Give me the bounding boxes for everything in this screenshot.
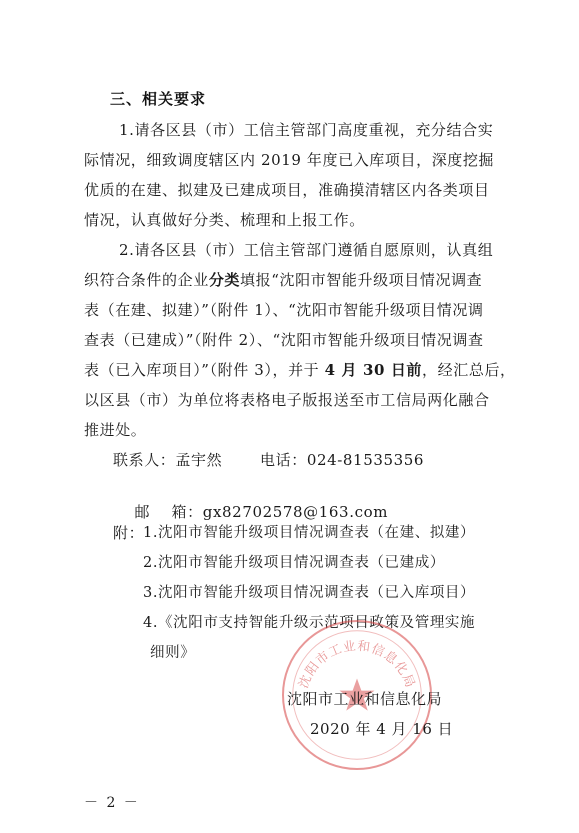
para2-line-3: 表（在建、拟建）”（附件 1）、“沈阳市智能升级项目情况调 xyxy=(84,301,484,319)
contact-person-label: 联系人： xyxy=(113,451,176,469)
para2-line-5-text-a: 表（已入库项目）”（附件 3），并于 xyxy=(84,361,325,379)
para2-line-5 xyxy=(84,359,516,381)
para2-line-2 xyxy=(84,269,482,291)
contact-person-value: 孟宇然 xyxy=(175,451,223,469)
para2-line-7: 推进处。 xyxy=(84,421,147,439)
attachment-item-1: 1.沈阳市智能升级项目情况调查表（在建、拟建） xyxy=(143,525,476,541)
contact-person xyxy=(113,449,222,471)
contact-phone-label: 电话： xyxy=(260,451,307,469)
contact-phone xyxy=(260,449,424,471)
attachments-label: 附： xyxy=(113,524,145,542)
para1-line-4: 情况，认真做好分类、梳理和上报工作。 xyxy=(84,211,365,229)
seal-text: 沈阳市工业和信息化局 xyxy=(295,637,419,691)
contact-email-value: gx82702578@163.com xyxy=(202,503,389,521)
attachment-item-4-cont: 细则》 xyxy=(150,645,196,661)
para2-line-1: 2.请各区县（市）工信主管部门遵循自愿原则，认真组 xyxy=(119,241,494,259)
contact-email-label: 邮 箱： xyxy=(134,503,203,521)
contact-phone-value: 024-81535356 xyxy=(306,451,425,469)
para2-emphasis-category: 分类 xyxy=(208,271,241,289)
attachment-item-3: 3.沈阳市智能升级项目情况调查表（已入库项目） xyxy=(143,585,476,601)
section-heading: 三、相关要求 xyxy=(110,90,207,108)
para2-line-5-text-c: ，经汇总后， xyxy=(422,361,516,379)
para1-line-2: 际情况，细致调度辖区内 2019 年度已入库项目，深度挖掘 xyxy=(84,151,495,169)
issuer-signature: 沈阳市工业和信息化局 xyxy=(287,690,443,708)
para2-line-2-text-c: 填报“沈阳市智能升级项目情况调查 xyxy=(240,271,483,289)
page-number: － 2 － xyxy=(84,795,140,811)
para2-line-6: 以区县（市）为单位将表格电子版报送至市工信局两化融合 xyxy=(84,391,490,409)
para1-line-3: 优质的在建、拟建及已建成项目，准确摸清辖区内各类项目 xyxy=(84,181,490,199)
para2-line-4: 查表（已建成）”（附件 2）、“沈阳市智能升级项目情况调查 xyxy=(84,331,484,349)
para2-emphasis-deadline: 4 月 30 日前 xyxy=(324,361,423,379)
para2-line-2-text-a: 织符合条件的企业 xyxy=(84,271,209,289)
issue-date: 2020 年 4 月 16 日 xyxy=(310,720,454,738)
attachment-item-2: 2.沈阳市智能升级项目情况调查表（已建成） xyxy=(143,555,445,571)
attachment-item-4: 4.《沈阳市支持智能升级示范项目政策及管理实施 xyxy=(143,615,476,631)
para1-line-1: 1.请各区县（市）工信主管部门高度重视，充分结合实 xyxy=(119,121,494,139)
